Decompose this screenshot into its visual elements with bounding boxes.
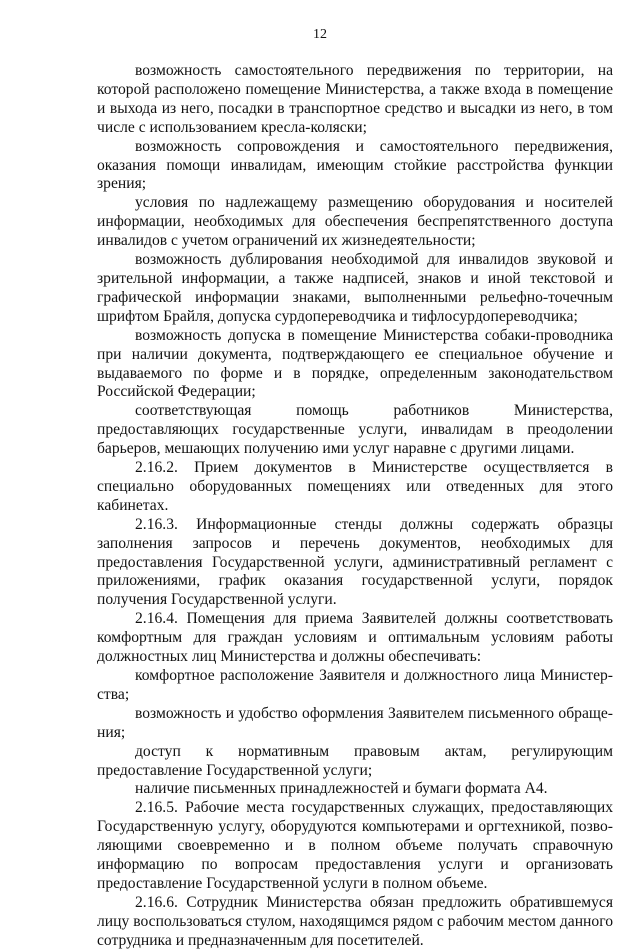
paragraph-equipment-placement: условия по надлежащему размещению оборудования и носителей информации, необходимых для обеспечения беспрепятственного доступа инвалидов с учетом ограничений их жизнедеятельности;	[97, 194, 613, 250]
body-text	[97, 62, 613, 951]
paragraph-information-duplication: возможность дублирования необходимой для инвалидов звуковой и зрительной информации, а также надписей, знаков и иной текстовой и графической информации знаками, выполненными рельефно-точечным шрифтом Брайля, допуска сурдопереводчика и тифлосурдопереводчика;	[97, 251, 613, 325]
paragraph-legal-acts-access: доступ к нормативным правовым актам, регулирующим предоставление Государственной услуги;	[97, 742, 613, 779]
paragraph-section-2-16-4: 2.16.4. Помещения для приема Заявителей должны соответствовать комфортным для граждан условиям и оптимальным условиям работы должностных лиц Министерства и должны обеспечивать:	[97, 610, 613, 666]
paragraph-vision-assistance: возможность сопровождения и самостоятельного передвижения, оказания помощи инвалидам, имеющим стойкие расстройства функции зрения;	[97, 137, 613, 193]
paragraph-section-2-16-5: 2.16.5. Рабочие места государственных служащих, предоставляющих Государственную услугу, оборудуются компьютерами и оргтехникой, позволяющими своевременно и в полном объеме получать справочную информацию по вопросам предоставления услуги и организовать предоставление Государственной услуги в полном объеме.	[97, 799, 613, 892]
page-number: 12	[313, 27, 327, 42]
paragraph-written-request: возможность и удобство оформления Заявителем письменного обращения;	[97, 704, 613, 741]
paragraph-stationery: наличие письменных принадлежностей и бумаги формата А4.	[135, 780, 548, 798]
paragraph-section-2-16-2: 2.16.2. Прием документов в Министерстве осуществляется в специально оборудованных помещениях или отведенных для этого кабинетах.	[97, 459, 613, 514]
paragraph-staff-assistance: соответствующая помощь работников Министерства, предоставляющих государственные услуги, инвалидам в преодолении барьеров, мешающих получению ими услуг наравне с другими лицами.	[97, 402, 613, 458]
paragraph-section-2-16-6: 2.16.6. Сотрудник Министерства обязан предложить обратившемуся лицу воспользоваться стулом, находящимся рядом с рабочим местом данного сотрудника и предназначенным для посетителей.	[97, 893, 613, 949]
paragraph-section-2-16-3: 2.16.3. Информационные стенды должны содержать образцы заполнения запросов и перечень документов, необходимых для предоставления Государственной услуги, административный регламент с приложениями, график оказания государственной услуги, порядок получения Государственной услуги.	[97, 515, 613, 609]
paragraph-comfortable-seating: комфортное расположение Заявителя и должностного лица Министерства;	[97, 667, 613, 703]
paragraph-entrance-mobility: возможность самостоятельного передвижения по территории, на которой расположено помещение Министерства, а также входа в помещение и выхода из него, посадки в транспортное средство и высадки из него, в том числе с использованием кресла-коляски;	[97, 62, 613, 136]
paragraph-guide-dog-access: возможность допуска в помещение Министерства собаки-проводника при наличии документа, подтверждающего ее специальное обучение и выдаваемого по форме и в порядке, определенным законодательством Российской Федерации;	[97, 326, 613, 401]
